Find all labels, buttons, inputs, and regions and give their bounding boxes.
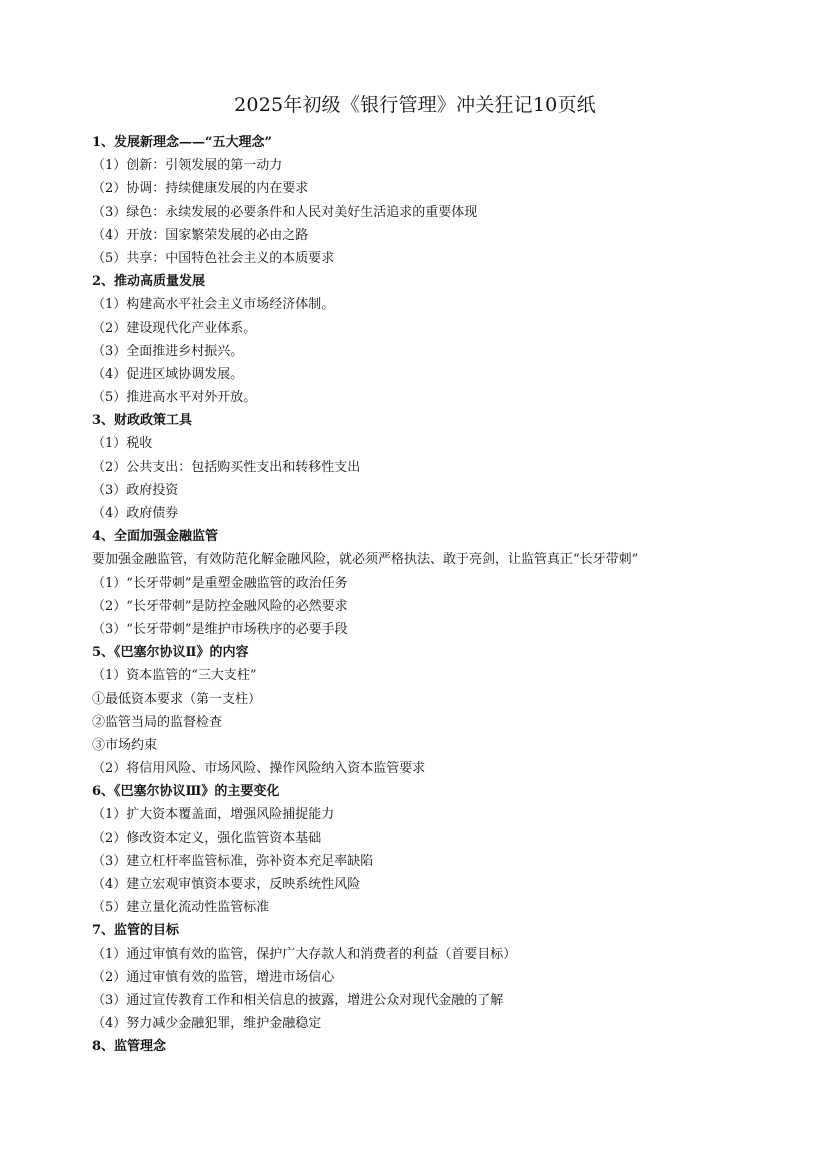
list-item: （3）建立杠杆率监管标准，弥补资本充足率缺陷 <box>92 853 374 869</box>
section-heading: 4、全面加强金融监管 <box>92 529 219 545</box>
list-item: （5）推进高水平对外开放。 <box>92 390 257 406</box>
list-item: （3）通过宣传教育工作和相关信息的披露，增进公众对现代金融的了解 <box>92 992 504 1008</box>
list-item: （5）共享：中国特色社会主义的本质要求 <box>92 250 335 266</box>
document-title: 2025年初级《银行管理》冲关狂记10页纸 <box>234 94 596 116</box>
list-item: （2）将信用风险、市场风险、操作风险纳入资本监管要求 <box>92 761 426 777</box>
list-item: （5）建立量化流动性监管标准 <box>92 900 270 916</box>
list-item: （2）修改资本定义，强化监管资本基础 <box>92 830 322 846</box>
list-item: （2）协调：持续健康发展的内在要求 <box>92 181 309 197</box>
section-heading: 3、财政政策工具 <box>92 413 193 429</box>
section-heading: 6、《巴塞尔协议Ⅲ》的主要变化 <box>92 784 280 800</box>
list-item: （3）政府投资 <box>92 482 179 498</box>
list-item: （1）资本监管的“三大支柱” <box>92 668 257 684</box>
list-item: （3）全面推进乡村振兴。 <box>92 343 244 359</box>
list-item: （1）税收 <box>92 436 153 452</box>
list-item: （4）促进区域协调发展。 <box>92 366 244 382</box>
section-heading: 7、监管的目标 <box>92 923 180 939</box>
list-item: （4）努力减少金融犯罪，维护金融稳定 <box>92 1016 322 1032</box>
section-heading: 5、《巴塞尔协议Ⅱ》的内容 <box>92 645 249 661</box>
list-item: 要加强金融监管，有效防范化解金融风险，就必须严格执法、敢于亮剑，让监管真正“长牙带刺” <box>92 552 639 568</box>
list-item: （3）“长牙带刺”是维护市场秩序的必要手段 <box>92 621 348 637</box>
section-heading: 2、推动高质量发展 <box>92 274 206 290</box>
list-item: （2）通过审慎有效的监管，增进市场信心 <box>92 969 335 985</box>
list-item: （4）建立宏观审慎资本要求，反映系统性风险 <box>92 877 361 892</box>
list-item: ②监管当局的监督检查 <box>92 714 223 730</box>
list-item: ①最低资本要求（第一支柱） <box>92 691 262 707</box>
list-item: （4）开放：国家繁荣发展的必由之路 <box>92 227 309 243</box>
list-item: （2）“长牙带刺”是防控金融风险的必然要求 <box>92 598 348 614</box>
list-item: （4）政府债券 <box>92 506 179 521</box>
list-item: ③市场约束 <box>92 737 158 753</box>
list-item: （2）建设现代化产业体系。 <box>92 320 257 336</box>
document-body <box>92 131 792 1059</box>
list-item: （2）公共支出：包括购买性支出和转移性支出 <box>92 459 361 475</box>
list-item: （3）绿色：永续发展的必要条件和人民对美好生活追求的重要体现 <box>92 204 478 220</box>
list-item: （1）构建高水平社会主义市场经济体制。 <box>92 297 335 313</box>
section-heading: 1、发展新理念——“五大理念” <box>92 135 273 150</box>
list-item: （1）通过审慎有效的监管，保护广大存款人和消费者的利益（首要目标） <box>92 946 517 962</box>
section-heading: 8、监管理念 <box>92 1039 167 1055</box>
list-item: （1）扩大资本覆盖面，增强风险捕捉能力 <box>92 807 335 823</box>
list-item: （1）“长牙带刺”是重塑金融监管的政治任务 <box>92 575 348 591</box>
list-item: （1）创新：引领发展的第一动力 <box>92 158 283 174</box>
